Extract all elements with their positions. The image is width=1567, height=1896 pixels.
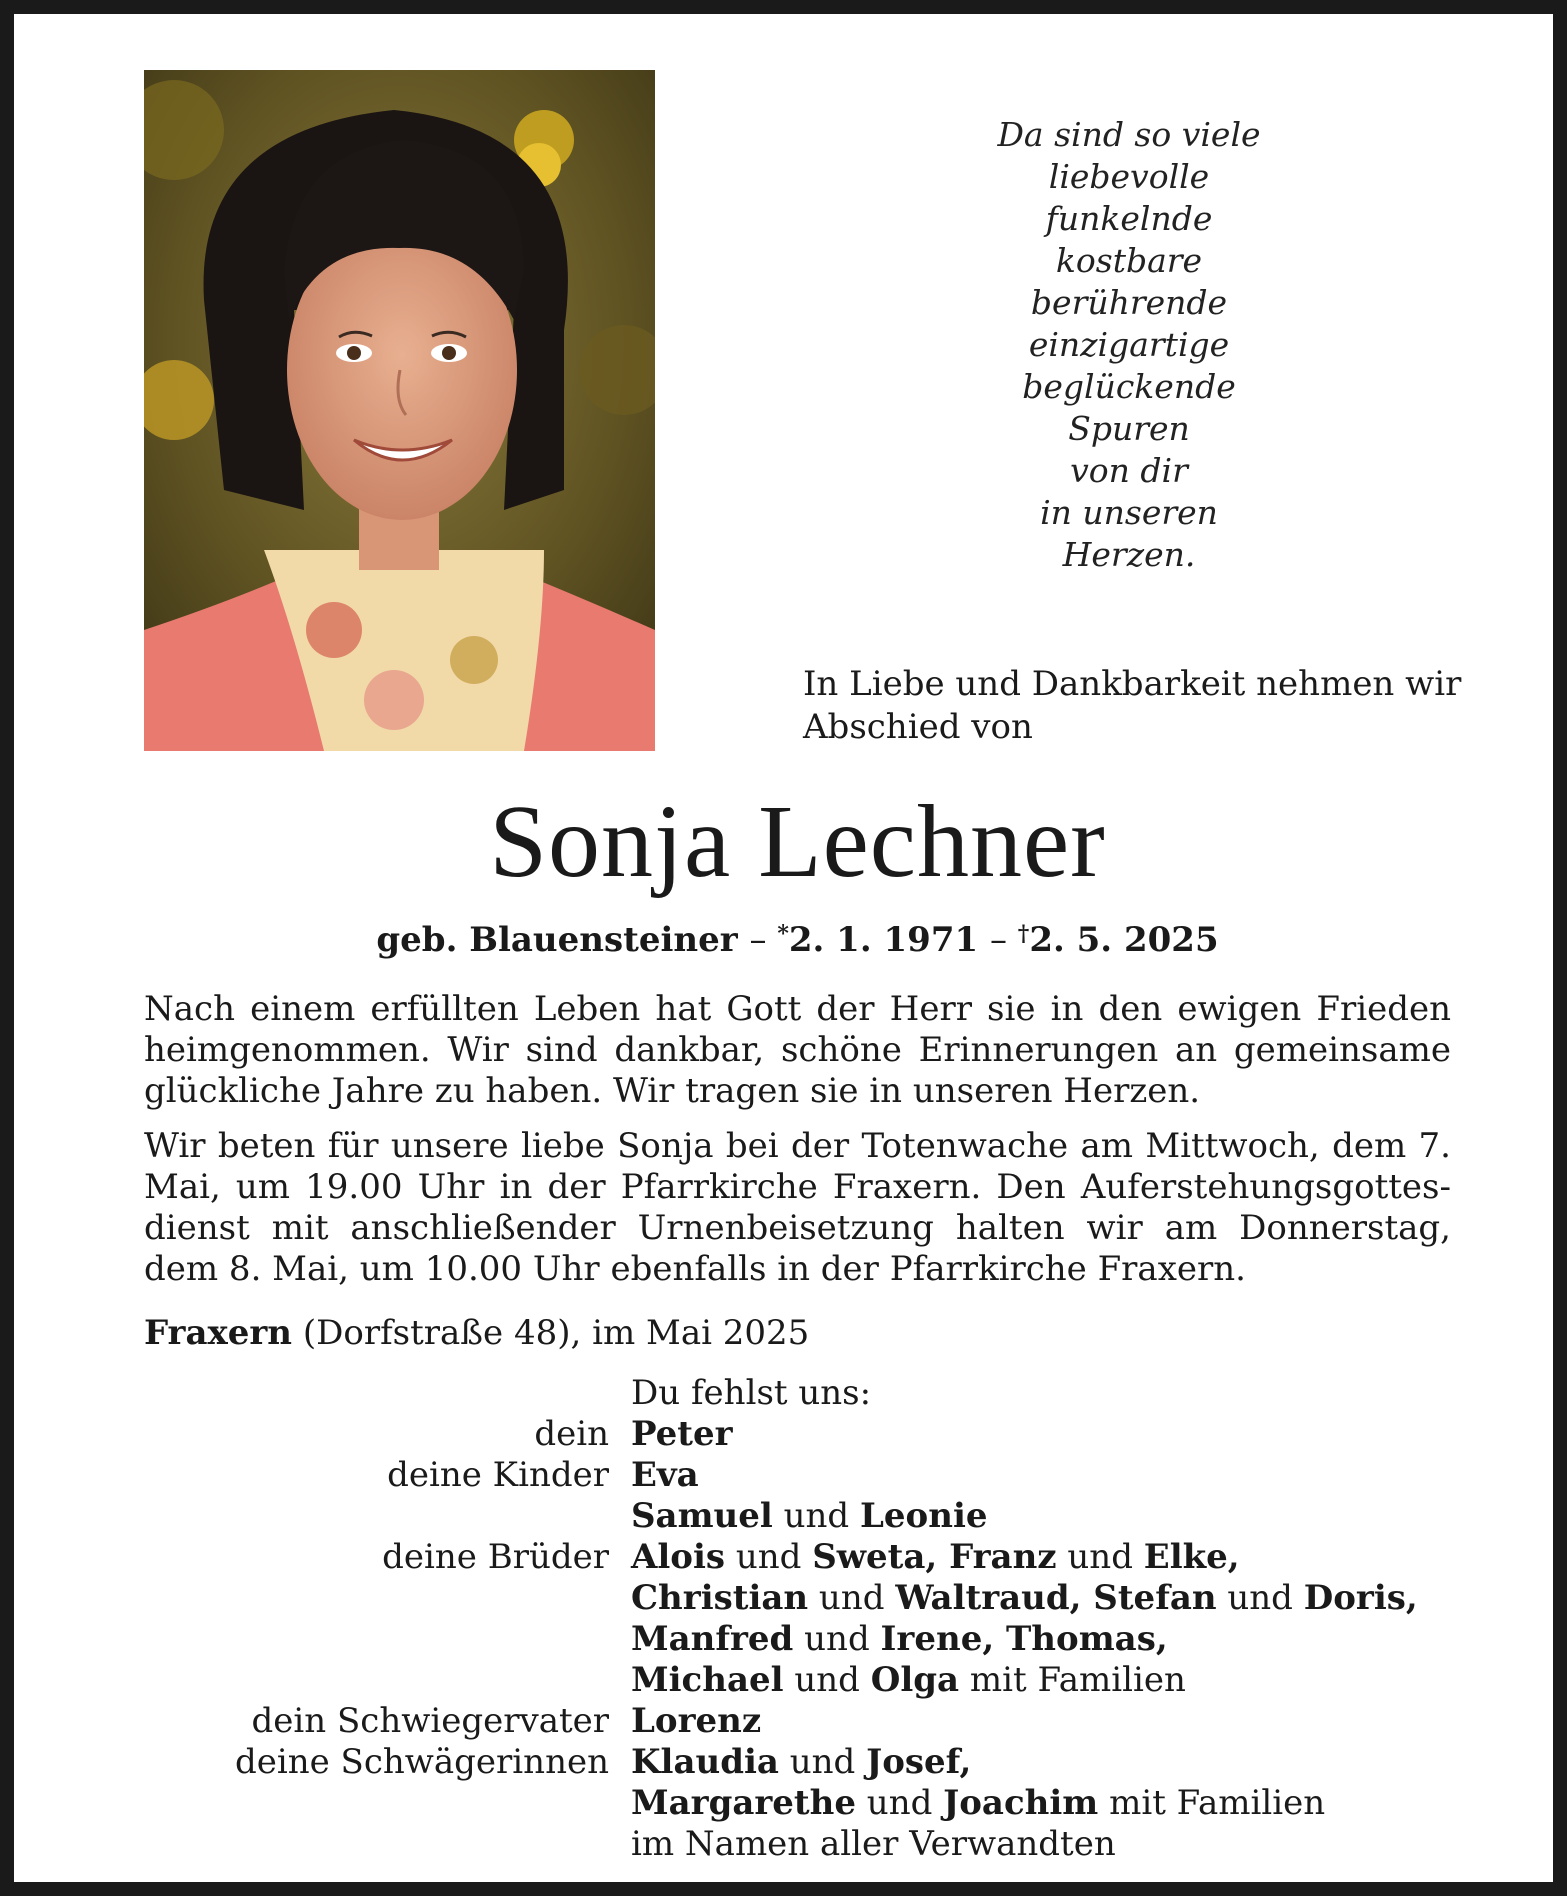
birth-date: 2. 1. 1971: [788, 920, 979, 960]
family-member-name: Margarethe: [631, 1783, 856, 1823]
family-member-name: Irene, Thomas,: [880, 1619, 1168, 1659]
relation-label: dein: [534, 1414, 609, 1454]
family-member-name: Alois: [631, 1537, 726, 1577]
relation-label: [144, 1373, 631, 1414]
family-member-name: Sweta, Franz: [812, 1537, 1057, 1577]
family-names: [631, 1701, 1454, 1742]
dash: –: [989, 920, 1007, 960]
poem-line: berührende: [1030, 283, 1228, 322]
birth-name: geb. Blauensteiner: [376, 920, 738, 960]
poem-line: von dir: [1070, 451, 1188, 490]
family-row: [144, 1783, 1454, 1824]
birth-symbol: *: [777, 921, 789, 947]
relation-label: [144, 1824, 631, 1865]
family-row: [144, 1619, 1454, 1660]
family-row: [144, 1660, 1454, 1701]
connector-text: mit Familien: [959, 1660, 1186, 1700]
death-date: 2. 5. 2025: [1029, 920, 1219, 960]
poem-line: liebevolle: [1048, 157, 1210, 196]
town: Fraxern: [144, 1313, 293, 1353]
family-names: [631, 1824, 1454, 1865]
family-names: [631, 1619, 1454, 1660]
poem-line: beglückende: [1022, 367, 1236, 406]
death-symbol: †: [1017, 921, 1030, 947]
family-names: [631, 1783, 1454, 1824]
family-heading: Du fehlst uns:: [631, 1373, 872, 1413]
connector-text: mit Familien: [1098, 1783, 1326, 1823]
relation-label: [144, 1660, 631, 1701]
family-member-name: Peter: [631, 1414, 733, 1454]
poem-line: Spuren: [1068, 409, 1190, 448]
connector-text: und: [793, 1619, 881, 1659]
family-rows: [144, 1414, 1454, 1865]
family-member-name: Samuel: [631, 1496, 773, 1536]
family-row: [144, 1742, 1454, 1783]
family-member-name: Leonie: [860, 1496, 988, 1536]
intro-text: [803, 663, 1503, 749]
family-member-name: Elke,: [1143, 1537, 1240, 1577]
relation-label: [144, 1578, 631, 1619]
connector-text: und: [783, 1660, 871, 1700]
paragraph: Wir beten für unsere liebe Sonja bei der Totenwache am Mittwoch, dem 7. Mai, um 19.00 Uhr in der Pfarrkirche Fraxern. Den Auferstehungsgottesdienst mit anschließender Urnenbeisetzung halten wir am Donnerstag, dem 8. Mai, um 10.00 Uhr ebenfalls in der Pfarrkirche Fraxern.: [144, 1126, 1451, 1289]
portrait-photo: [144, 70, 655, 751]
family-row: [144, 1701, 1454, 1742]
family-names: [631, 1537, 1454, 1578]
intro-line: Abschied von: [803, 707, 1033, 747]
family-names: [631, 1578, 1454, 1619]
birth-death-line: [14, 912, 1567, 962]
family-names: [631, 1660, 1454, 1701]
family-names: [631, 1742, 1454, 1783]
dash: –: [749, 920, 767, 960]
family-member-name: Josef,: [866, 1742, 972, 1782]
intro-line: In Liebe und Dankbarkeit nehmen wir: [803, 664, 1462, 704]
family-member-name: Lorenz: [631, 1701, 762, 1741]
relation-label: [144, 1619, 631, 1660]
poem-line: einzigartige: [1028, 325, 1230, 364]
family-member-name: Joachim: [943, 1783, 1099, 1823]
family-names: [631, 1496, 1454, 1537]
poem: [844, 114, 1414, 576]
relation-label: dein Schwiegervater: [251, 1701, 609, 1741]
family-member-name: Christian: [631, 1578, 809, 1618]
relation-label: deine Kinder: [387, 1455, 609, 1495]
family-row: [144, 1824, 1454, 1865]
family-member-name: Doris,: [1303, 1578, 1418, 1618]
family-row: [144, 1414, 1454, 1455]
family-row: [144, 1578, 1454, 1619]
poem-line: Da sind so viele: [997, 115, 1261, 154]
paragraph: Nach einem erfüllten Leben hat Gott der Herr sie in den ewigen Frieden heimgenommen. Wir sind dankbar, schöne Erinnerungen an gemeinsame glückliche Jahre zu haben. Wir tragen sie in unseren Herzen.: [144, 989, 1451, 1111]
relation-label: deine Brüder: [382, 1537, 609, 1577]
connector-text: im Namen aller Verwandten: [631, 1824, 1116, 1864]
connector-text: und: [1216, 1578, 1304, 1618]
relation-label: [144, 1496, 631, 1537]
family-row: [144, 1496, 1454, 1537]
relation-label: [144, 1783, 631, 1824]
family-member-name: Klaudia: [631, 1742, 779, 1782]
deceased-name: Sonja Lechner: [489, 784, 1106, 899]
poem-line: Herzen.: [1062, 535, 1196, 574]
family-member-name: Michael: [631, 1660, 784, 1700]
family-row: [144, 1455, 1454, 1496]
connector-text: und: [855, 1783, 944, 1823]
connector-text: und: [725, 1537, 813, 1577]
poem-line: kostbare: [1055, 241, 1203, 280]
connector-text: und: [772, 1496, 861, 1536]
place-date-line: [144, 1312, 809, 1354]
family-list: [144, 1373, 1454, 1865]
family-heading-row: [144, 1373, 1454, 1414]
family-member-name: Olga: [870, 1660, 960, 1700]
connector-text: und: [808, 1578, 896, 1618]
family-member-name: Waltraud, Stefan: [895, 1578, 1217, 1618]
poem-line: in unseren: [1040, 493, 1218, 532]
family-member-name: Manfred: [631, 1619, 794, 1659]
family-names: [631, 1414, 1454, 1455]
address-date: (Dorfstraße 48), im Mai 2025: [292, 1313, 810, 1353]
family-names: [631, 1455, 1454, 1496]
family-row: [144, 1537, 1454, 1578]
family-member-name: Eva: [631, 1455, 699, 1495]
connector-text: und: [1056, 1537, 1144, 1577]
poem-line: funkelnde: [1045, 199, 1213, 238]
connector-text: und: [778, 1742, 867, 1782]
relation-label: deine Schwägerinnen: [234, 1742, 609, 1782]
